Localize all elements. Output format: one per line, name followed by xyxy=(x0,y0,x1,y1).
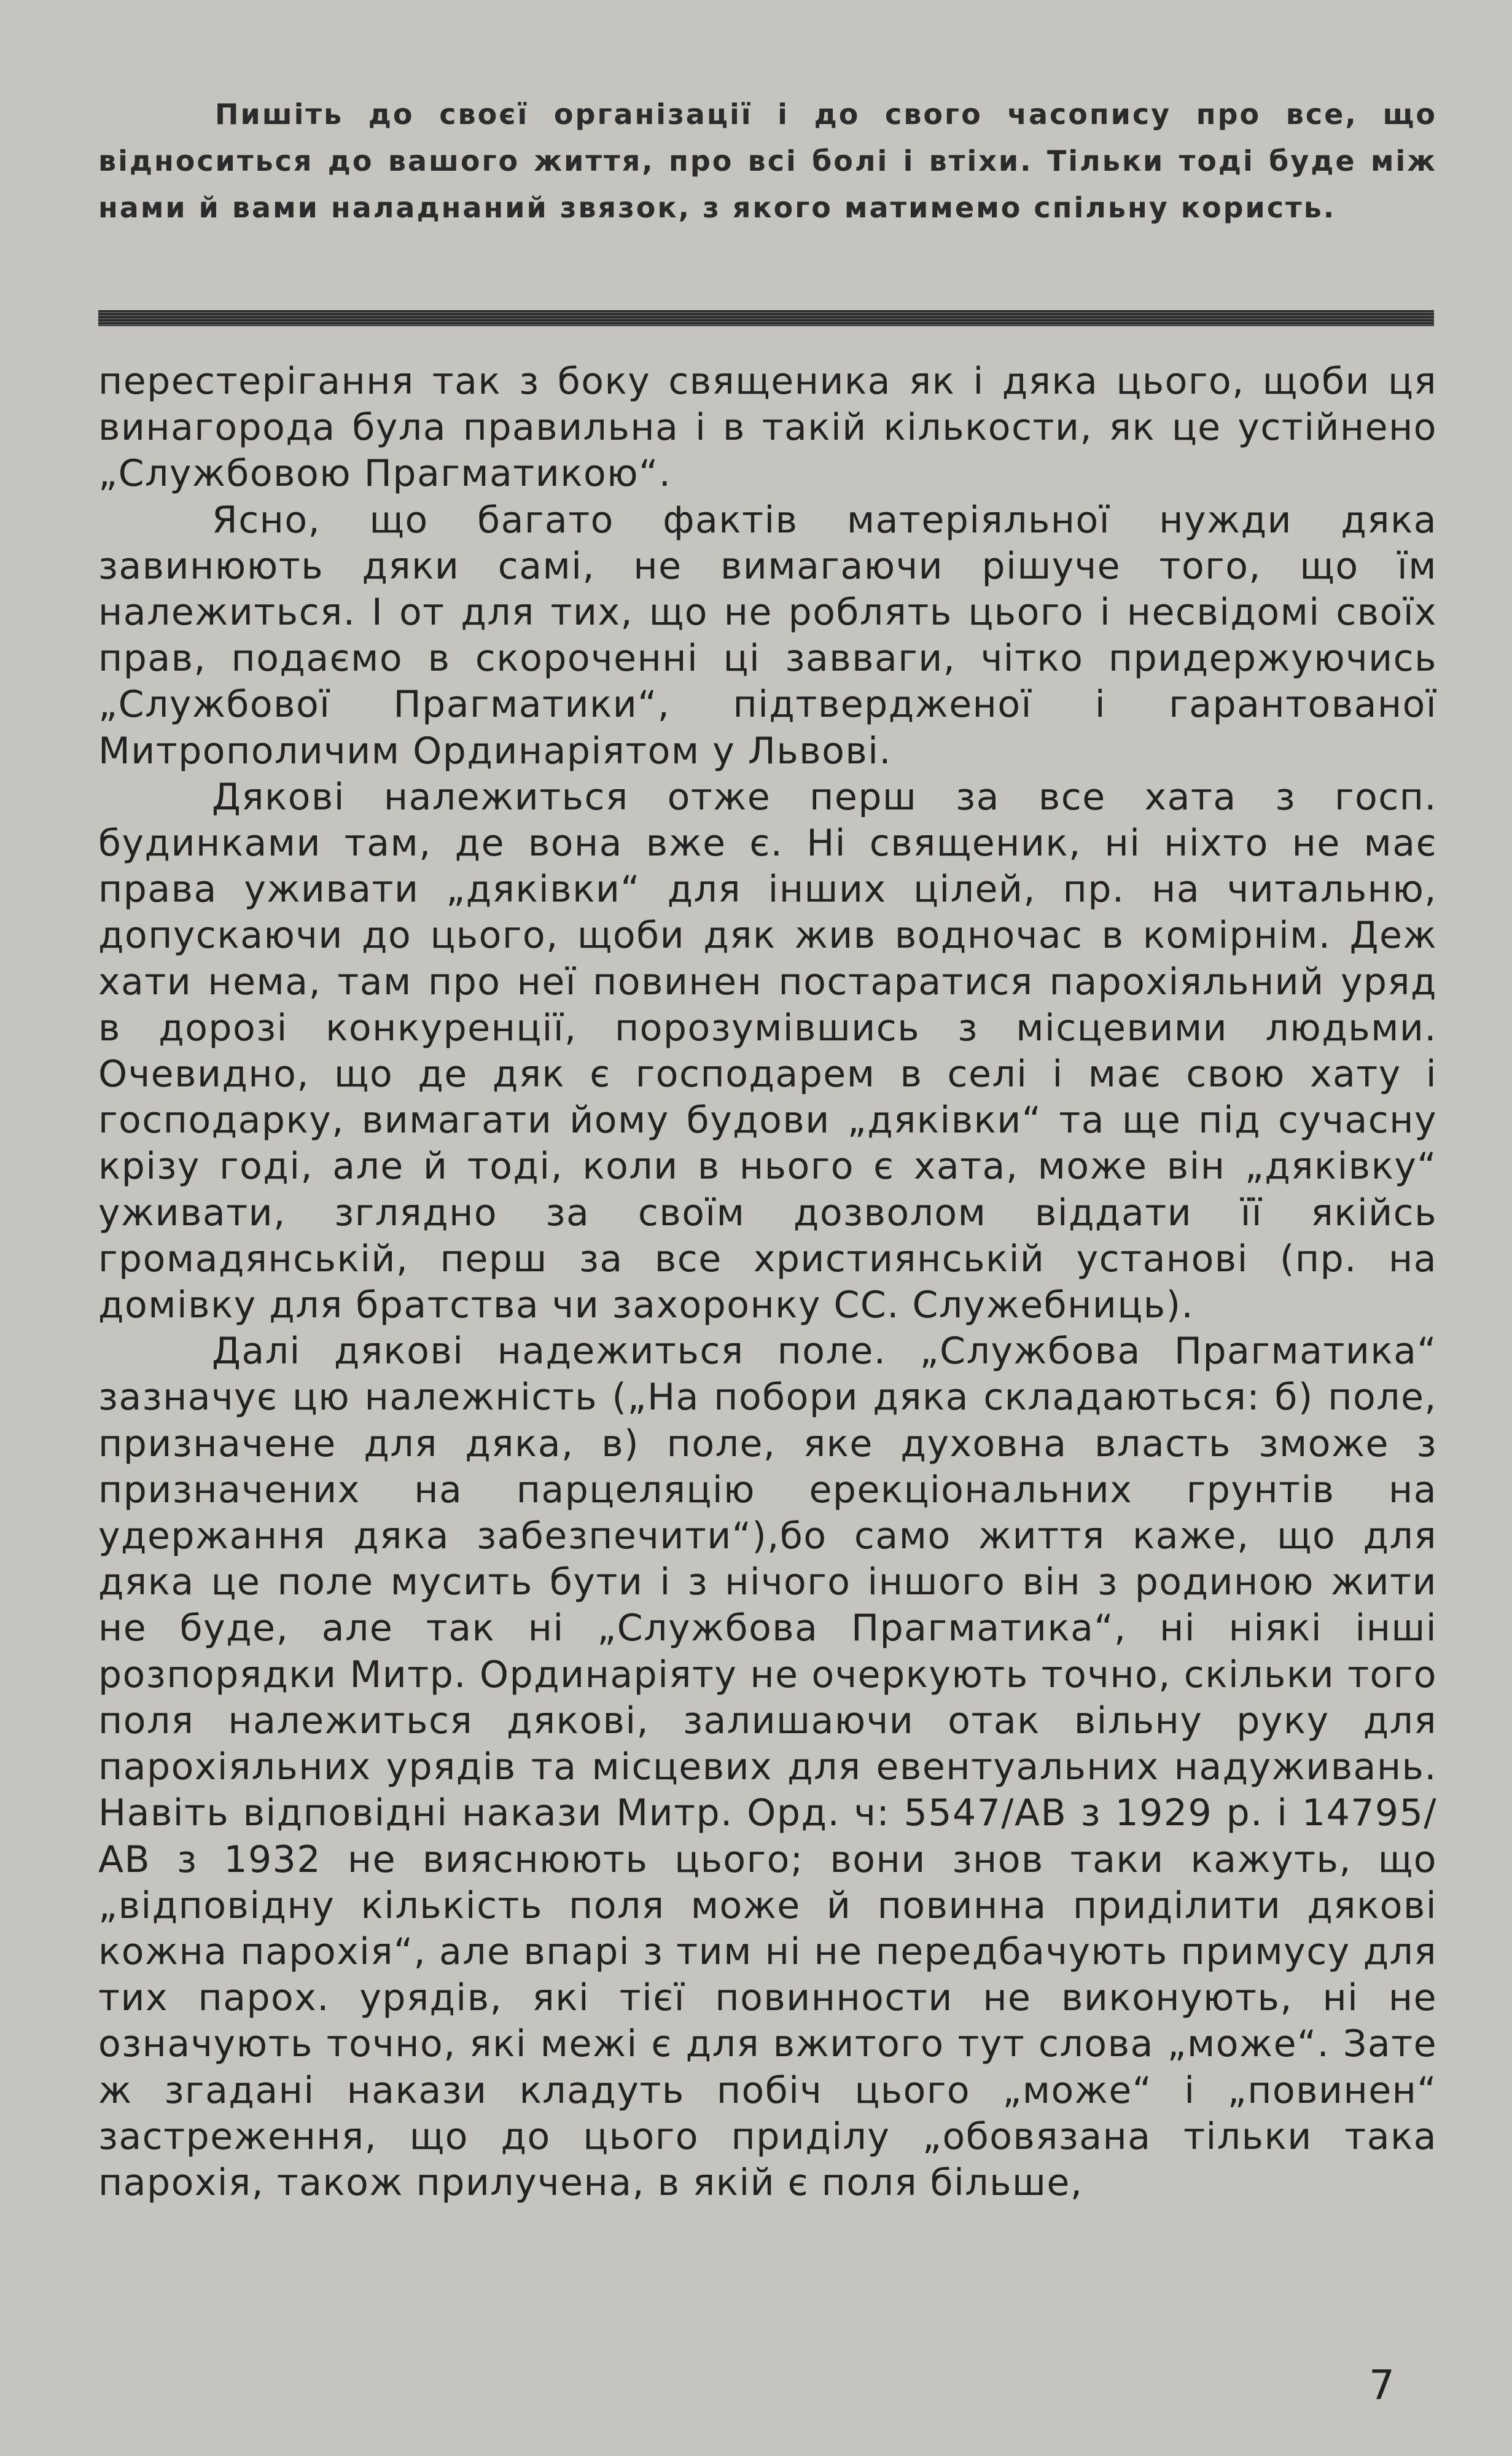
page-number: 7 xyxy=(1369,2361,1395,2409)
paragraph-1: перестерігання так з боку священика як і дяка цього, щоби ця винагорода була правильна і в такій кількости, як це устійнено „Службовою Прагматикою“. xyxy=(98,360,1437,496)
paragraph-2: Ясно, що багато фактів матеріяльної нужди дяка завинюють дяки самі, не вимагаючи рішуче того, що їм належиться. І от для тих, що не роблять цього і несвідомі своїх прав, подаємо в скороченні ці завваги, чітко придержуючись „Службової Прагматики“, підтвердженої і гарантованої Митрополичим Ординаріятом у Львові. xyxy=(98,498,1437,773)
paragraph-3: Дякові належиться отже перш за все хата з госп. будинками там, де вона вже є. Ні священик, ні ніхто не має права уживати „дяківки“ для інших цілей, пр. на читальню, допускаючи до цього, щоби дяк жив водночас в комірнім. Деж хати нема, там про неї повинен постаратися парохіяльний уряд в дорозі конкуренції, порозумівшись з місцевими людьми. Очевидно, що де дяк є господарем в селі і має свою хату і господарку, вимагати йому будови „дяківки“ та ще під сучасну крізу годі, але й тоді, коли в нього є хата, може він „дяківку“ уживати, зглядно за своїм дозволом віддати її якійсь громадянській, перш за все християнській установі (пр. на домівку для братства чи захоронку СС. Служебниць). xyxy=(98,775,1437,1327)
notice-box: Пишіть до своєї організації і до свого часопису про все, що відноситься до вашого життя, про всі болі і втіхи. Тільки тоді буде між нами й вами наладнаний звязок, з якого матимемо спільну користь. xyxy=(98,98,1437,224)
main-text xyxy=(98,359,1437,2206)
paragraph-4: Далі дякові надежиться поле. „Службова Прагматика“ зазначує цю належність („На побори дяка складаються: б) поле, призначене для дяка, в) поле, яке духовна власть зможе з призначених на парцеляцію ерекціональних грунтів на удержання дяка забезпечити“),бо само життя каже, що для дяка це поле мусить бути і з нічого іншого він з родиною жити не буде, але так ні „Службова Прагматика“, ні ніякі інші розпорядки Митр. Ординаріяту не очеркують точно, скільки того поля належиться дякові, залишаючи отак вільну руку для парохіяльних урядів та місцевих для евентуальних надуживань. Навіть відповідні накази Митр. Орд. ч: 5547/АВ з 1929 р. і 14795/АВ з 1932 не вияснюють цього; вони знов таки кажуть, що „відповідну кількість поля може й повинна приділити дякові кожна парохія“, але впарі з тим ні не передбачують примусу для тих парох. урядів, які тієї повинности не виконують, ні не означують точно, які межі є для вжитого тут слова „може“. Зате ж згадані накази кладуть побіч цього „може“ і „повинен“ застреження, що до цього приділу „обовязана тільки така парохія, також прилучена, в якій є поля більше, xyxy=(98,1330,1437,2204)
double-rule-divider xyxy=(98,310,1434,326)
